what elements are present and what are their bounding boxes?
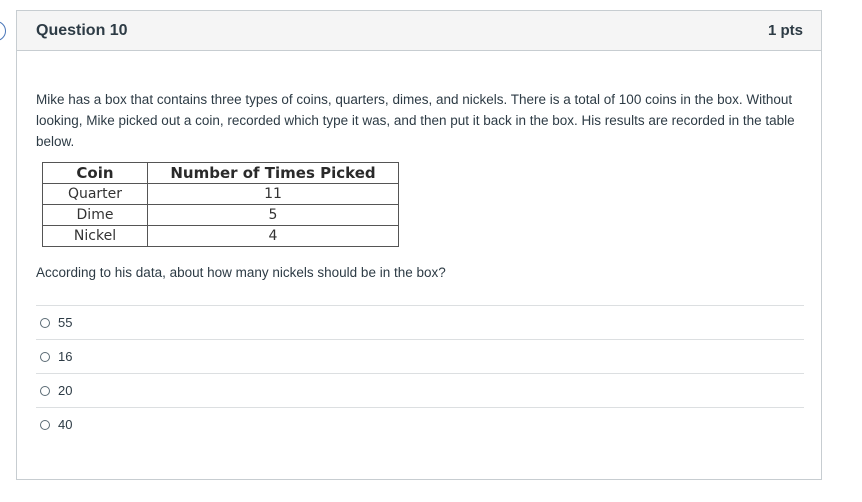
answer-label[interactable]: 40 — [58, 417, 73, 432]
question-prompt: According to his data, about how many nickels should be in the box? — [36, 265, 446, 280]
radio-button[interactable] — [40, 420, 50, 430]
table-row — [43, 205, 399, 226]
answer-option[interactable] — [36, 305, 804, 339]
radio-button[interactable] — [40, 386, 50, 396]
question-text: Mike has a box that contains three types of coins, quarters, dimes, and nickels. There is a total of 100 coins in the box. Without looking, Mike picked out a coin, recorded which type it was, and then put it back in the box. His results are recorded in the table below. — [36, 92, 795, 149]
table-cell-count: 11 — [148, 184, 399, 205]
table-row — [43, 184, 399, 205]
table-cell-coin: Nickel — [43, 226, 148, 247]
coin-data-table — [42, 162, 399, 247]
question-points: 1 pts — [767, 22, 803, 39]
table-cell-count: 4 — [148, 226, 399, 247]
answer-label[interactable]: 16 — [58, 349, 73, 364]
question-nav-circle-icon[interactable] — [0, 21, 6, 41]
radio-button[interactable] — [40, 318, 50, 328]
answer-option[interactable] — [36, 373, 804, 407]
table-cell-coin: Dime — [43, 205, 148, 226]
question-card — [16, 10, 822, 480]
table-cell-coin: Quarter — [43, 184, 148, 205]
table-cell-count: 5 — [148, 205, 399, 226]
table-header-row — [43, 163, 399, 184]
question-body — [17, 51, 821, 441]
answer-option[interactable] — [36, 339, 804, 373]
table-row — [43, 226, 399, 247]
answer-label[interactable]: 20 — [58, 383, 73, 398]
radio-button[interactable] — [40, 352, 50, 362]
question-title: Question 10 — [36, 21, 128, 39]
table-header-coin: Coin — [43, 163, 148, 184]
table-header-count: Number of Times Picked — [148, 163, 399, 184]
question-header — [17, 11, 821, 51]
answer-list — [36, 305, 804, 441]
answer-label[interactable]: 55 — [58, 315, 73, 330]
answer-option[interactable] — [36, 407, 804, 441]
